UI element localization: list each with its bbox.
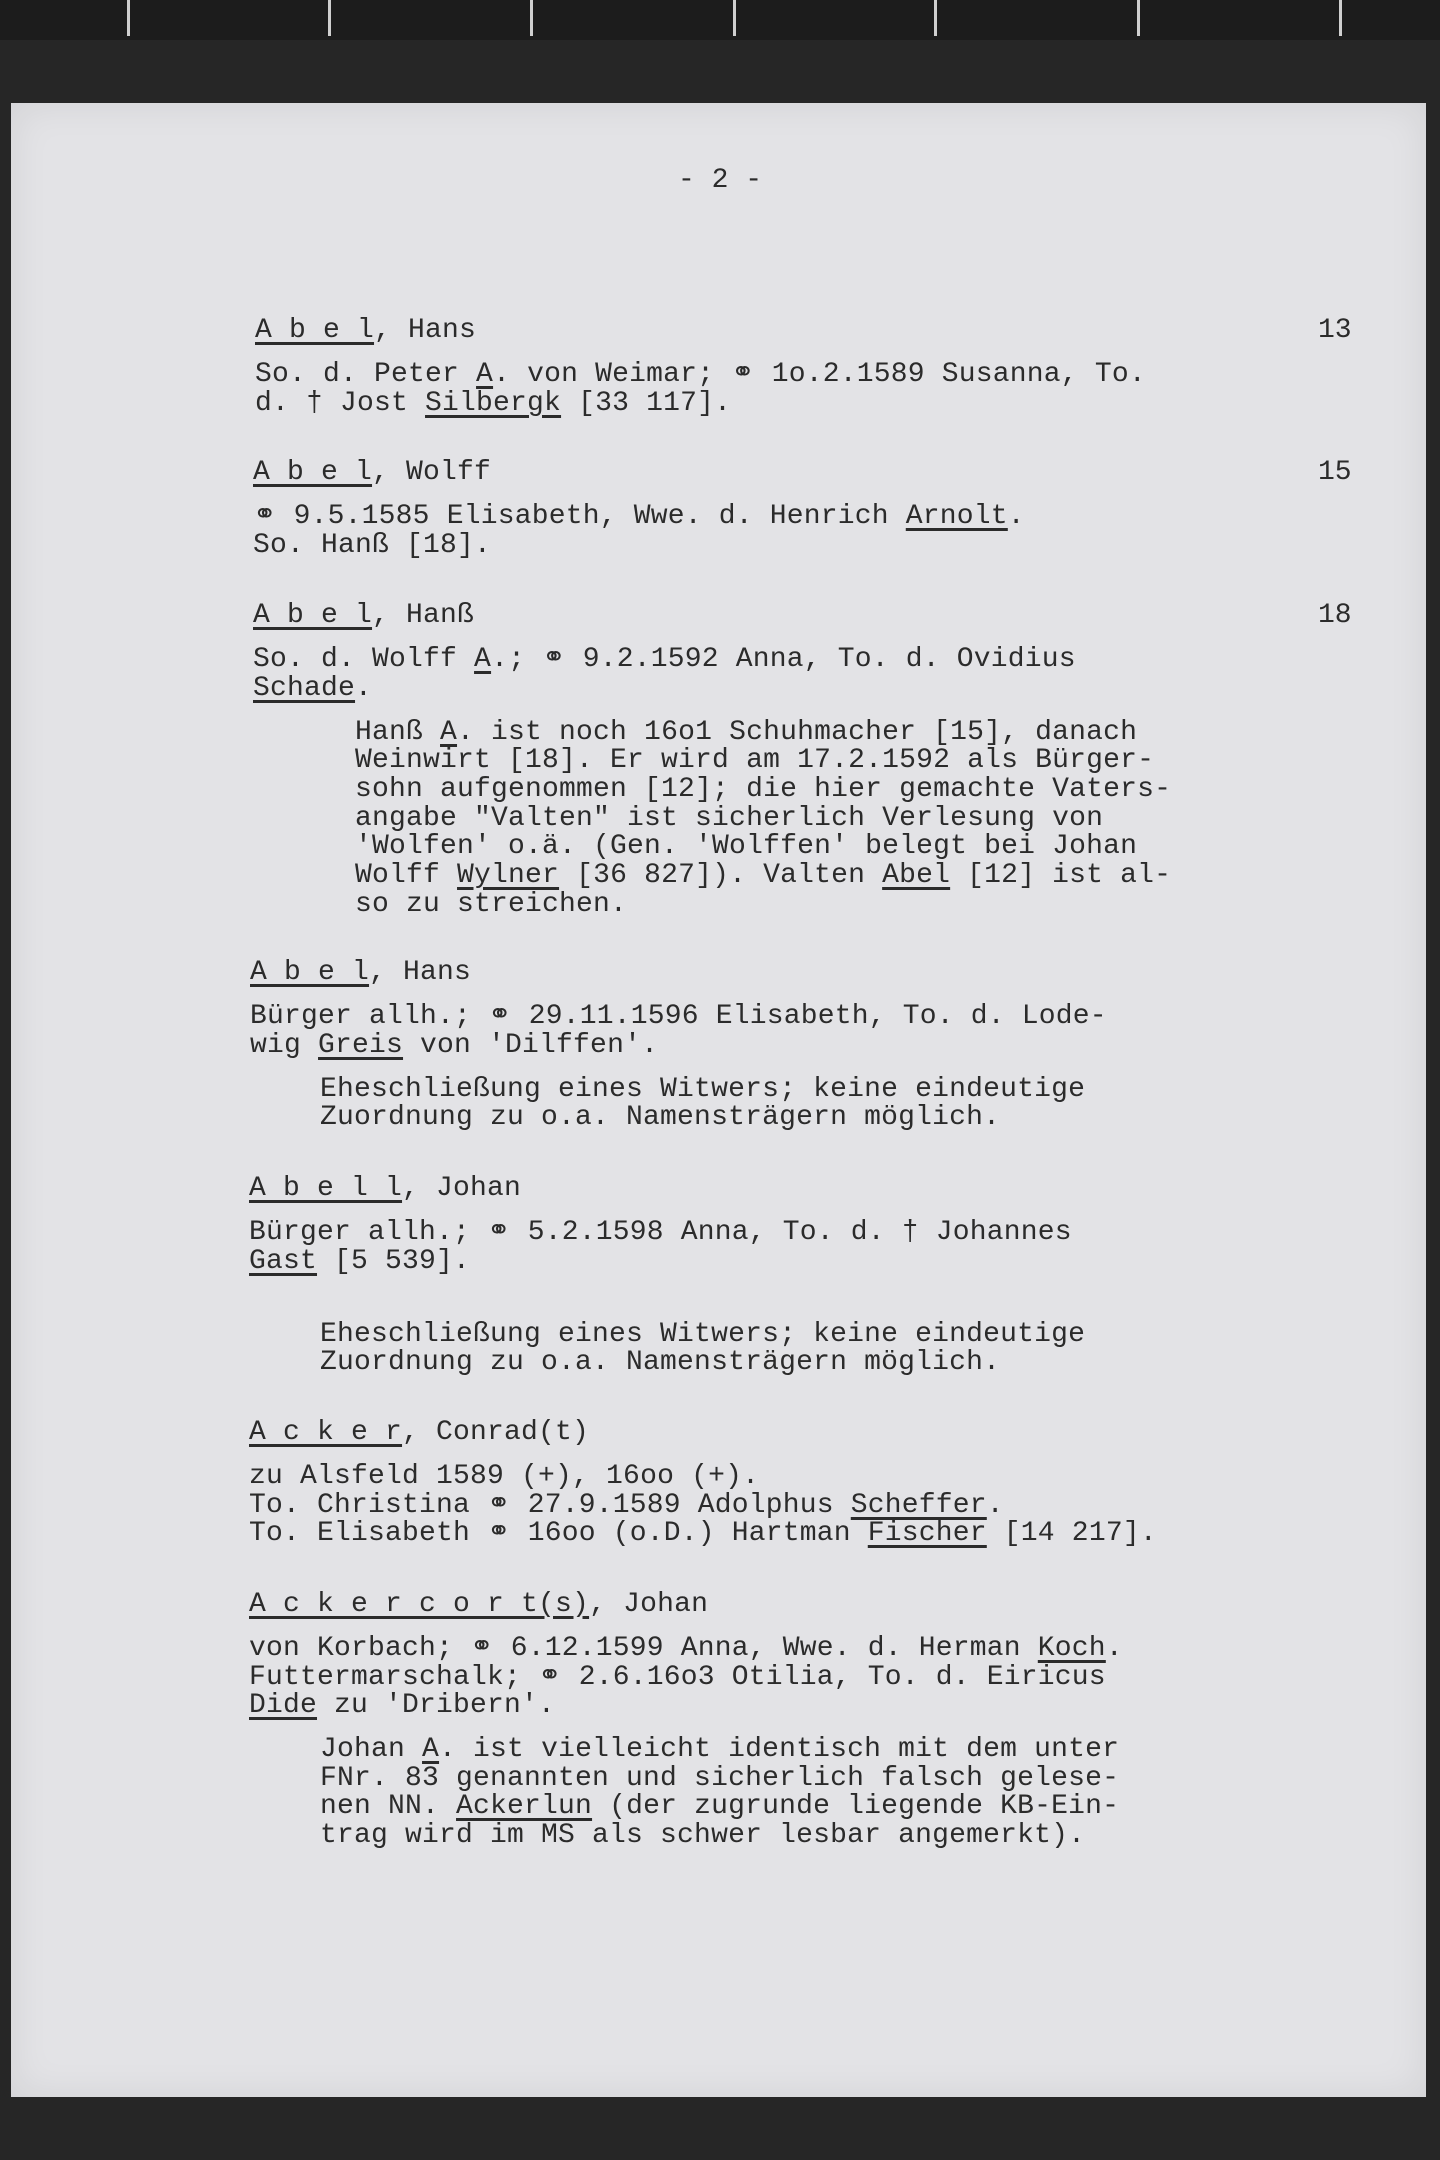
text-segment: To. Elisabeth ⚭ 16oo (o.D.) Hartman [249, 1518, 868, 1549]
text-segment: Eheschließung eines Witwers; keine eindeutige [320, 1073, 1086, 1105]
underlined-text: Greis [318, 1029, 404, 1061]
entry-note-line [355, 716, 1138, 748]
underlined-text: A b e l [250, 957, 370, 988]
text-segment: wig [250, 1029, 319, 1061]
entry-note-line [355, 833, 1137, 861]
entry-body-line [250, 1003, 1107, 1031]
text-segment: .; ⚭ 9.2.1592 Anna, To. d. Ovidius [491, 644, 1076, 675]
underlined-text: A b e l [253, 600, 373, 631]
entry-note-line [355, 862, 1171, 890]
underlined-text: Dide [249, 1690, 318, 1721]
entry-body-line [253, 672, 373, 704]
entry-note-line [320, 1736, 1119, 1764]
text-segment: So. d. Peter [255, 359, 477, 390]
entry-note-line [320, 1762, 1120, 1794]
text-segment: To. Christina ⚭ 27.9.1589 Adolphus [249, 1489, 851, 1521]
underlined-text: A [474, 644, 492, 675]
text-segment: . [986, 1489, 1004, 1521]
text-segment: Futtermarschalk; ⚭ 2.6.16o3 Otilia, To. d. Eiricus [249, 1661, 1106, 1693]
scanner-ruler [0, 0, 1440, 40]
entry-number: 18 [1318, 600, 1352, 631]
text-segment: , Conrad(t) [402, 1417, 590, 1448]
entry-body-line [253, 646, 1076, 674]
text-segment: d. † Jost [255, 387, 426, 419]
text-segment: von 'Dilffen'. [403, 1029, 659, 1061]
underlined-text: A b e l [253, 457, 373, 488]
text-segment: (der zugrunde liegende KB-Ein- [592, 1791, 1120, 1823]
text-segment: , Wolff [372, 457, 492, 488]
text-segment: [5 539]. [317, 1245, 471, 1277]
text-segment: . [355, 672, 373, 704]
entry-body-line [249, 1245, 471, 1277]
text-segment: zu 'Dribern'. [317, 1690, 556, 1721]
text-segment: Zuordnung zu o.a. Namensträgern möglich. [320, 1347, 1001, 1379]
underlined-text: Abel [882, 860, 951, 891]
text-segment: [36 827]). Valten [559, 860, 883, 891]
underlined-text: A [440, 716, 458, 748]
entry-number: 15 [1318, 457, 1352, 488]
text-segment: angabe "Valten" ist sicherlich Verlesung von [355, 802, 1104, 834]
entry-number: 13 [1318, 315, 1352, 346]
entry-body-line [253, 503, 1025, 531]
entry-body-line [249, 1520, 1157, 1548]
underlined-text: Silbergk [425, 387, 562, 419]
text-segment: [14 217]. [986, 1518, 1157, 1549]
entry-note-line [355, 802, 1104, 834]
entry-note-line [355, 773, 1172, 805]
text-segment: Eheschließung eines Witwers; keine eindeutige [320, 1318, 1086, 1350]
ruler-tick [1137, 0, 1140, 36]
entry-heading [253, 459, 491, 487]
text-segment: , Hans [374, 315, 477, 346]
entry-heading [249, 1419, 589, 1447]
text-segment: Weinwirt [18]. Er wird am 17.2.1592 als Bürger- [355, 745, 1155, 777]
entry-note-line [320, 1349, 1000, 1377]
ruler-tick [733, 0, 736, 36]
text-segment: Zuordnung zu o.a. Namensträgern möglich. [320, 1102, 1001, 1134]
text-segment: , Johan [589, 1589, 709, 1620]
text-segment: FNr. 83 genannten und sicherlich falsch gelese- [320, 1762, 1120, 1794]
entry-body-line [249, 1463, 759, 1491]
text-segment: , Hanß [372, 600, 475, 631]
underlined-text: A c k e r c o r t(s) [249, 1589, 590, 1620]
text-segment: . ist vielleicht identisch mit dem unter [439, 1734, 1120, 1765]
entry-body-line [255, 361, 1146, 389]
text-segment: trag wird im MS als schwer lesbar angemerkt). [320, 1820, 1086, 1852]
text-segment: Bürger allh.; ⚭ 5.2.1598 Anna, To. d. † Johannes [249, 1217, 1072, 1248]
ruler-tick [127, 0, 130, 36]
text-segment: Bürger allh.; ⚭ 29.11.1596 Elisabeth, To. d. Lode- [250, 1001, 1107, 1032]
text-segment: nen NN. [320, 1791, 457, 1823]
text-segment: sohn aufgenommen [12]; die hier gemachte Vaters- [355, 773, 1172, 805]
underlined-text: A c k e r [249, 1417, 403, 1448]
underlined-text: Koch [1037, 1633, 1106, 1664]
ruler-tick [934, 0, 937, 36]
underlined-text: A b e l l [249, 1173, 403, 1204]
text-segment: , Hans [369, 957, 472, 988]
entry-note-line [320, 1073, 1086, 1105]
text-segment: So. Hanß [18]. [253, 529, 492, 561]
ruler-tick [1339, 0, 1342, 36]
underlined-text: A b e l [255, 315, 375, 346]
text-segment: [33 117]. [561, 387, 732, 419]
text-segment: Johan [320, 1734, 423, 1765]
text-segment: Wolff [355, 860, 458, 891]
entry-body-line [249, 1489, 1004, 1521]
text-segment: zu Alsfeld 1589 (+), 16oo (+). [249, 1461, 760, 1492]
entry-note-line [320, 1318, 1086, 1350]
entry-body-line [255, 387, 732, 419]
text-segment: so zu streichen. [355, 888, 628, 920]
text-segment: . [1007, 501, 1025, 532]
entry-note-line [320, 1822, 1085, 1850]
entry-body-line [249, 1219, 1072, 1247]
entry-body-line [253, 529, 492, 561]
entry-body-line [249, 1661, 1106, 1693]
entry-note-line [320, 1793, 1119, 1821]
page-number: - 2 - [677, 165, 762, 196]
text-segment: von Korbach; ⚭ 6.12.1599 Anna, Wwe. d. Herman [249, 1633, 1038, 1664]
entry-heading [250, 959, 471, 987]
entry-note-line [320, 1104, 1000, 1132]
entry-heading [253, 602, 474, 630]
underlined-text: A [476, 359, 494, 390]
text-segment: Hanß [355, 716, 441, 748]
underlined-text: Wylner [457, 860, 560, 891]
text-segment: . von Weimar; ⚭ 1o.2.1589 Susanna, To. [493, 359, 1146, 390]
entry-body-line [250, 1029, 659, 1061]
text-segment: ⚭ 9.5.1585 Elisabeth, Wwe. d. Henrich [253, 501, 906, 532]
text-segment: [12] ist al- [950, 860, 1172, 891]
underlined-text: Fischer [867, 1518, 987, 1549]
entry-heading [249, 1175, 521, 1203]
entry-body-line [249, 1692, 555, 1720]
entry-note-line [355, 747, 1154, 775]
underlined-text: Ackerlun [456, 1791, 593, 1823]
entry-heading [249, 1591, 708, 1619]
ruler-tick [530, 0, 533, 36]
text-segment: . [1105, 1633, 1123, 1664]
text-segment: , Johan [402, 1173, 522, 1204]
text-segment: So. d. Wolff [253, 644, 475, 675]
underlined-text: Arnolt [905, 501, 1008, 532]
text-segment: . ist noch 16o1 Schuhmacher [15], danach [457, 716, 1138, 748]
underlined-text: A [422, 1734, 440, 1765]
text-segment: 'Wolfen' o.ä. (Gen. 'Wolffen' belegt bei Johan [355, 831, 1138, 863]
underlined-text: Schade [253, 672, 356, 704]
underlined-text: Scheffer [850, 1489, 987, 1521]
ruler-tick [328, 0, 331, 36]
entry-body-line [249, 1635, 1123, 1663]
entry-heading [255, 317, 476, 345]
entry-note-line [355, 888, 628, 920]
underlined-text: Gast [249, 1245, 318, 1277]
